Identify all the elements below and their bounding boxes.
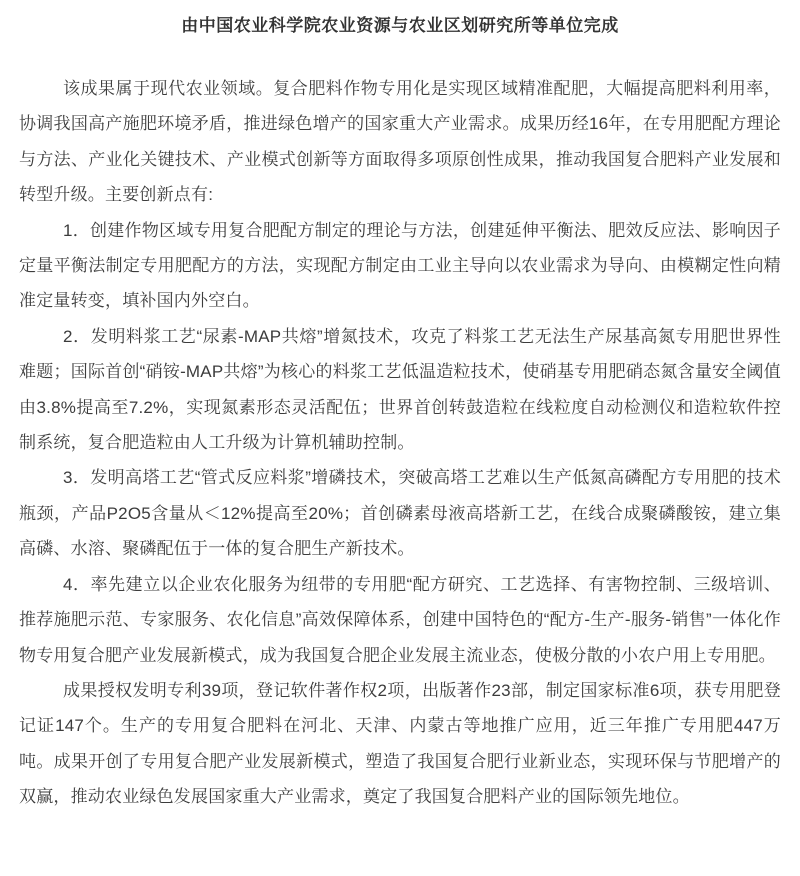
- document-body: [19, 71, 781, 815]
- paragraph-innovation-2: 2．发明料浆工艺“尿素-MAP共熔”增氮技术，攻克了料浆工艺无法生产尿基高氮专用肥世界性难题；国际首创“硝铵-MAP共熔”为核心的料浆工艺低温造粒技术，使硝基专用肥硝态氮含量安全阈值由3.8%提高至7.2%，实现氮素形态灵活配伍；世界首创转鼓造粒在线粒度自动检测仪和造粒软件控制系统，复合肥造粒由人工升级为计算机辅助控制。: [19, 326, 781, 453]
- paragraph-innovation-1: 1．创建作物区域专用复合肥配方制定的理论与方法，创建延伸平衡法、肥效反应法、影响因子定量平衡法制定专用肥配方的方法，实现配方制定由工业主导向以农业需求为导向、由模糊定性向精准定量转变，填补国内外空白。: [19, 220, 781, 311]
- paragraph-innovation-3: 3．发明高塔工艺“管式反应料浆”增磷技术，突破高塔工艺难以生产低氮高磷配方专用肥的技术瓶颈，产品P2O5含量从＜12%提高至20%；首创磷素母液高塔新工艺，在线合成聚磷酸铵，建立集高磷、水溶、聚磷配伍于一体的复合肥生产新技术。: [19, 468, 781, 559]
- paragraph-overview: 该成果属于现代农业领域。复合肥料作物专用化是实现区域精准配肥，大幅提高肥料利用率，协调我国高产施肥环境矛盾，推进绿色增产的国家重大产业需求。成果历经16年，在专用肥配方理论与方法、产业化关键技术、产业模式创新等方面取得多项原创性成果，推动我国复合肥料产业发展和转型升级。主要创新点有:: [19, 79, 781, 205]
- paragraph-achievements: 成果授权发明专利39项，登记软件著作权2项，出版著作23部，制定国家标准6项，获专用肥登记证147个。生产的专用复合肥料在河北、天津、内蒙古等地推广应用，近三年推广专用肥447万吨。成果开创了专用复合肥产业发展新模式，塑造了我国复合肥行业新业态，实现环保与节肥增产的双赢，推动农业绿色发展国家重大产业需求，奠定了我国复合肥料产业的国际领先地位。: [19, 680, 781, 807]
- paragraph-innovation-4: 4．率先建立以企业农化服务为纽带的专用肥“配方研究、工艺选择、有害物控制、三级培训、推荐施肥示范、专家服务、农化信息”高效保障体系，创建中国特色的“配方-生产-服务-销售”一体化作物专用复合肥产业发展新模式，成为我国复合肥企业发展主流业态，使极分散的小农户用上专用肥。: [19, 574, 781, 665]
- document-title: 由中国农业科学院农业资源与农业区划研究所等单位完成: [181, 16, 619, 35]
